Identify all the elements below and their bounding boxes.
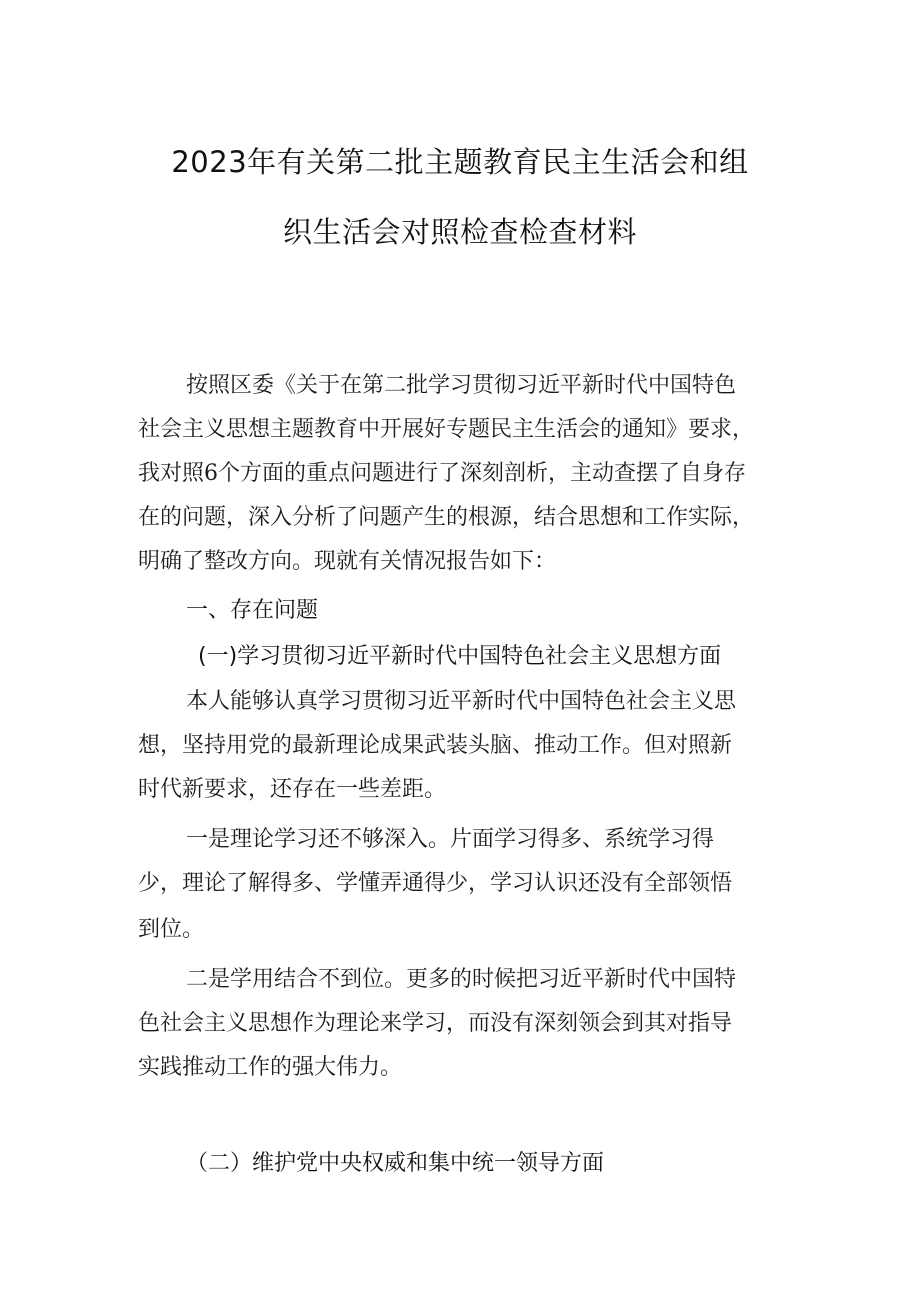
intro-line-1: 按照区委《关于在第二批学习贯彻习近平新时代中国特色 <box>186 373 737 398</box>
intro-line-4: 在的问题，深入分析了问题产生的根源，结合思想和工作实际， <box>138 505 755 530</box>
intro-line-5: 明确了整改方向。现就有关情况报告如下： <box>138 549 557 574</box>
para2-line-1: 一是理论学习还不够深入。片面学习得多、系统学习得 <box>186 827 715 852</box>
document-title-line-1: 2023年有关第二批主题教育民主生活会和组 <box>171 145 749 179</box>
para1-line-2: 想，坚持用党的最新理论成果武装头脑、推动工作。但对照新 <box>138 733 733 758</box>
para3-line-3: 实践推动工作的强大伟力。 <box>138 1055 403 1080</box>
para3-line-1: 二是学用结合不到位。更多的时候把习近平新时代中国特 <box>186 967 737 992</box>
subsection-heading-1: (一)学习贯彻习近平新时代中国特色社会主义思想方面 <box>198 644 722 669</box>
subsection-heading-2: （二）维护党中央权威和集中统一领导方面 <box>186 1151 605 1176</box>
para2-line-3: 到位。 <box>138 917 205 942</box>
para1-line-3: 时代新要求，还存在一些差距。 <box>138 777 447 802</box>
section-heading-problems: 一、存在问题 <box>186 598 319 623</box>
para3-line-2: 色社会主义思想作为理论来学习，而没有深刻领会到其对指导 <box>138 1011 733 1036</box>
intro-line-3: 我对照6个方面的重点问题进行了深刻剖析，主动查摆了自身存 <box>138 461 746 486</box>
para2-line-2: 少，理论了解得多、学懂弄通得少，学习认识还没有全部领悟 <box>138 871 733 896</box>
document-title-line-2: 织生活会对照检查检查材料 <box>282 215 637 249</box>
intro-line-2: 社会主义思想主题教育中开展好专题民主生活会的通知》要求， <box>138 417 755 442</box>
para1-line-1: 本人能够认真学习贯彻习近平新时代中国特色社会主义思 <box>186 689 737 714</box>
